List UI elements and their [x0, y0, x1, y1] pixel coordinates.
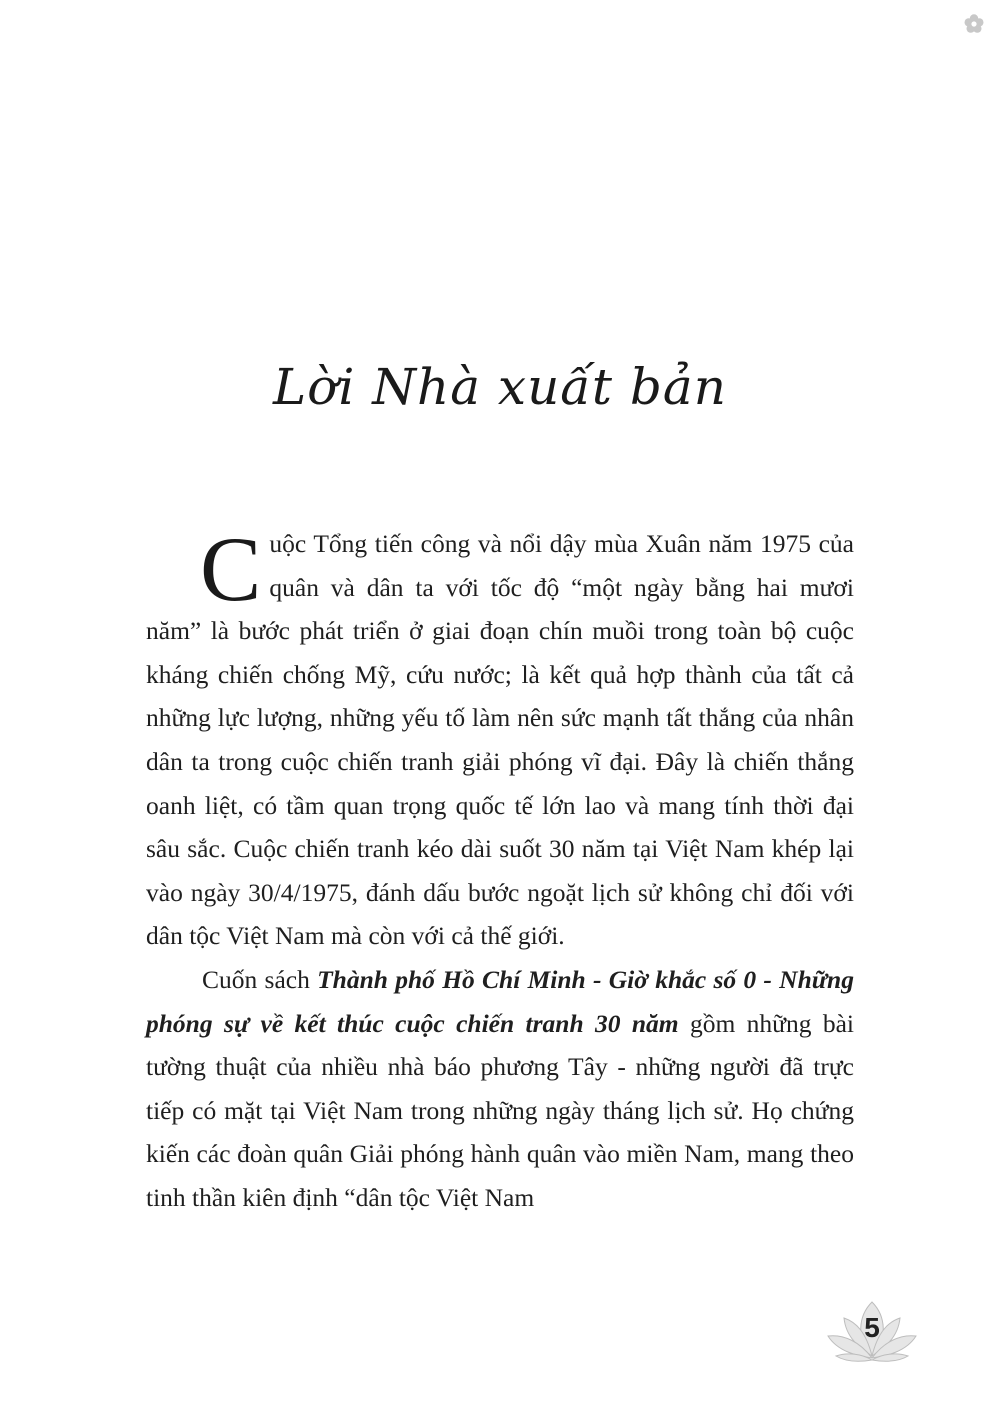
page-number: 5 [864, 1312, 880, 1343]
page-number-badge [822, 1296, 922, 1368]
drop-cap: C [200, 518, 262, 620]
body-text [146, 518, 854, 1220]
paragraph-lead: Cuốn sách [202, 964, 318, 994]
paragraph [146, 958, 854, 1220]
paragraph [146, 518, 854, 958]
paragraph-text: uộc Tổng tiến công và nổi dậy mùa Xuân năm 1975 của quân và dân ta với tốc độ “một ngày bằng hai mươi năm” là bước phát triển ở giai đoạn chín muồi trong toàn bộ cuộc kháng chiến chống Mỹ, cứu nước; là kết quả hợp thành của tất cả những lực lượng, những yếu tố làm nên sức mạnh tất thắng của nhân dân ta trong cuộc chiến tranh giải phóng vĩ đại. Đây là chiến thắng oanh liệt, có tầm quan trọng quốc tế lớn lao và mang tính thời đại sâu sắc. Cuộc chiến tranh kéo dài suốt 30 năm tại Việt Nam khép lại vào ngày 30/4/1975, đánh dấu bước ngoặt lịch sử không chỉ đối với dân tộc Việt Nam mà còn với cả thế giới. [146, 529, 854, 951]
book-title: Thành phố Hồ Chí Minh - Giờ khắc số 0 - Những phóng sự về kết thúc cuộc chiến tranh 30 năm [146, 964, 854, 1038]
paragraph-text: gồm những bài tường thuật của nhiều nhà báo phương Tây - những người đã trực tiếp có mặt tại Việt Nam trong những ngày tháng lịch sử. Họ chứng kiến các đoàn quân Giải phóng hành quân vào miền Nam, mang theo tinh thần kiên định “dân tộc Việt Nam [146, 1008, 854, 1212]
page-title: Lời Nhà xuất bản [273, 358, 727, 416]
flower-icon [962, 12, 986, 36]
